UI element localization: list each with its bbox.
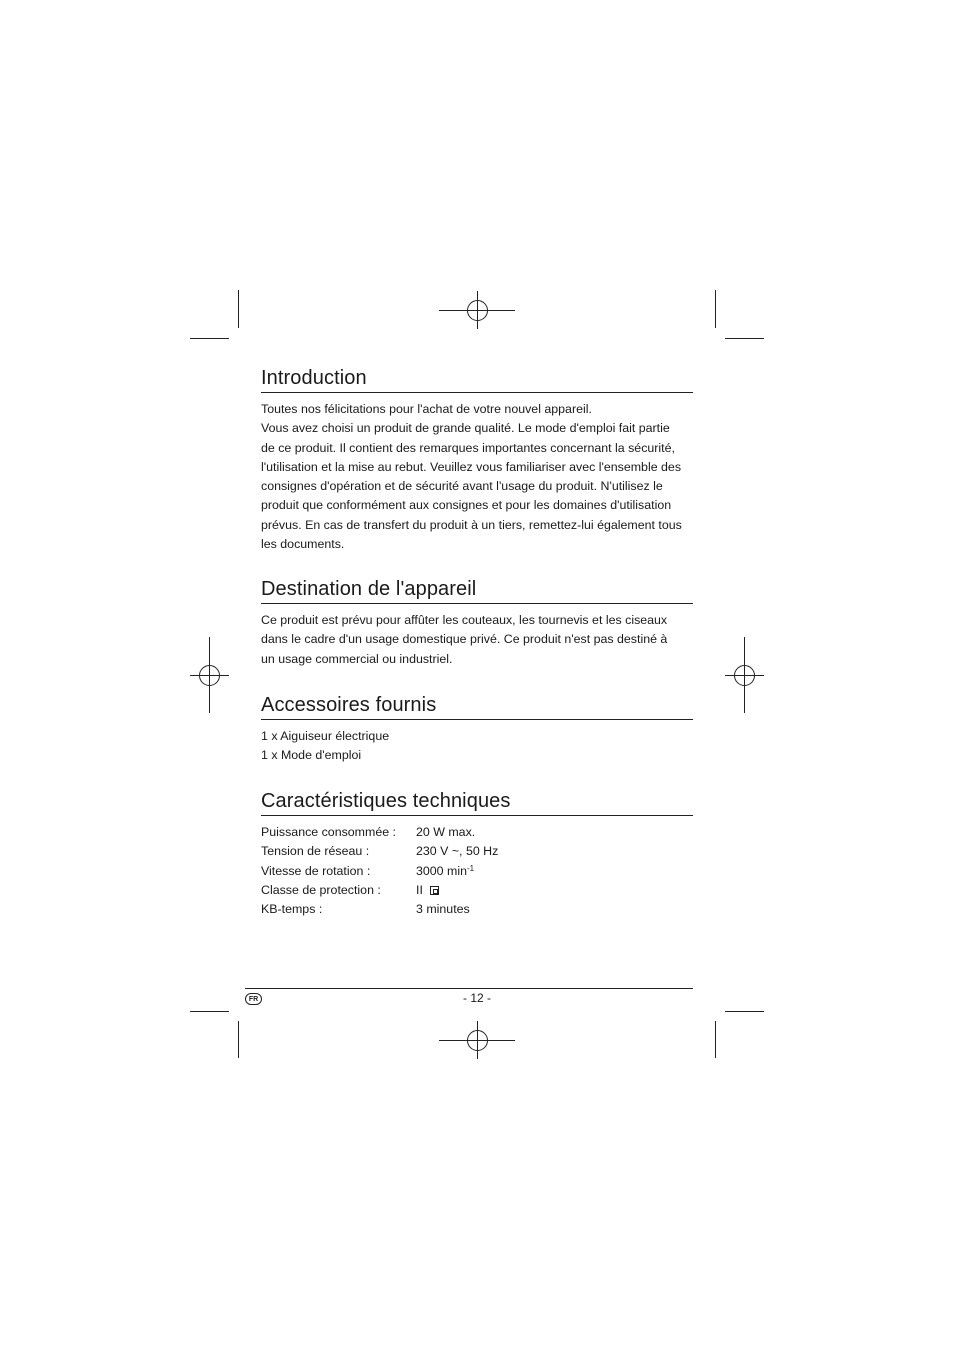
language-badge: FR: [245, 993, 262, 1005]
list-item: 1 x Aiguiseur électrique: [261, 729, 390, 743]
spec-label: Classe de protection :: [261, 883, 381, 897]
spec-value: 230 V ~, 50 Hz: [416, 844, 499, 858]
class-ii-double-square-icon: [430, 886, 439, 895]
spec-value: 3 minutes: [416, 902, 470, 916]
spec-value: 3000 $\min^{-1}$: [416, 864, 475, 878]
destination-paragraph: Ce produit est prévu pour affûter les couteaux, les tournevis et les ciseaux dans le cadre d'un usage domestique privé. Ce produit n'est pas destiné à un usage commercial ou industriel.: [261, 613, 668, 666]
spec-label: Tension de réseau :: [261, 844, 370, 858]
section-title-accessories: Accessoires fournis: [261, 693, 693, 720]
list-item: 1 x Mode d'emploi: [261, 748, 362, 763]
spec-label: KB-temps :: [261, 902, 323, 916]
page-number: - 12 -: [462, 991, 491, 1005]
spec-label: Vitesse de rotation :: [261, 864, 371, 878]
section-title-introduction: Introduction: [261, 366, 693, 393]
section-title-specs: Caractéristiques techniques: [261, 789, 693, 816]
spec-label: Puissance consommée :: [261, 825, 396, 839]
spec-value: II: [416, 881, 439, 900]
footer-divider: [245, 988, 693, 989]
spec-value: 20 W max.: [416, 825, 476, 839]
spec-superscript: -1: [466, 864, 475, 873]
section-title-destination: Destination de l'appareil: [261, 577, 693, 604]
accessories-list: [261, 727, 693, 766]
introduction-paragraph: Toutes nos félicitations pour l'achat de votre nouvel appareil. Vous avez choisi un produit de grande qualité. Le mode d'emploi fait partie de ce produit. Il contient des remarques importantes concernant la sécurité, l'utilisation et la mise au rebut. Veuillez vous familiariser avec l'ensemble des consignes d'opération et de sécurité avant l'usage du produit. N'utilisez le produit que conformément aux consignes et pour les domaines d'utilisation prévus. En cas de transfert du produit à un tiers, remettez-lui également tous les documents.: [261, 402, 682, 552]
